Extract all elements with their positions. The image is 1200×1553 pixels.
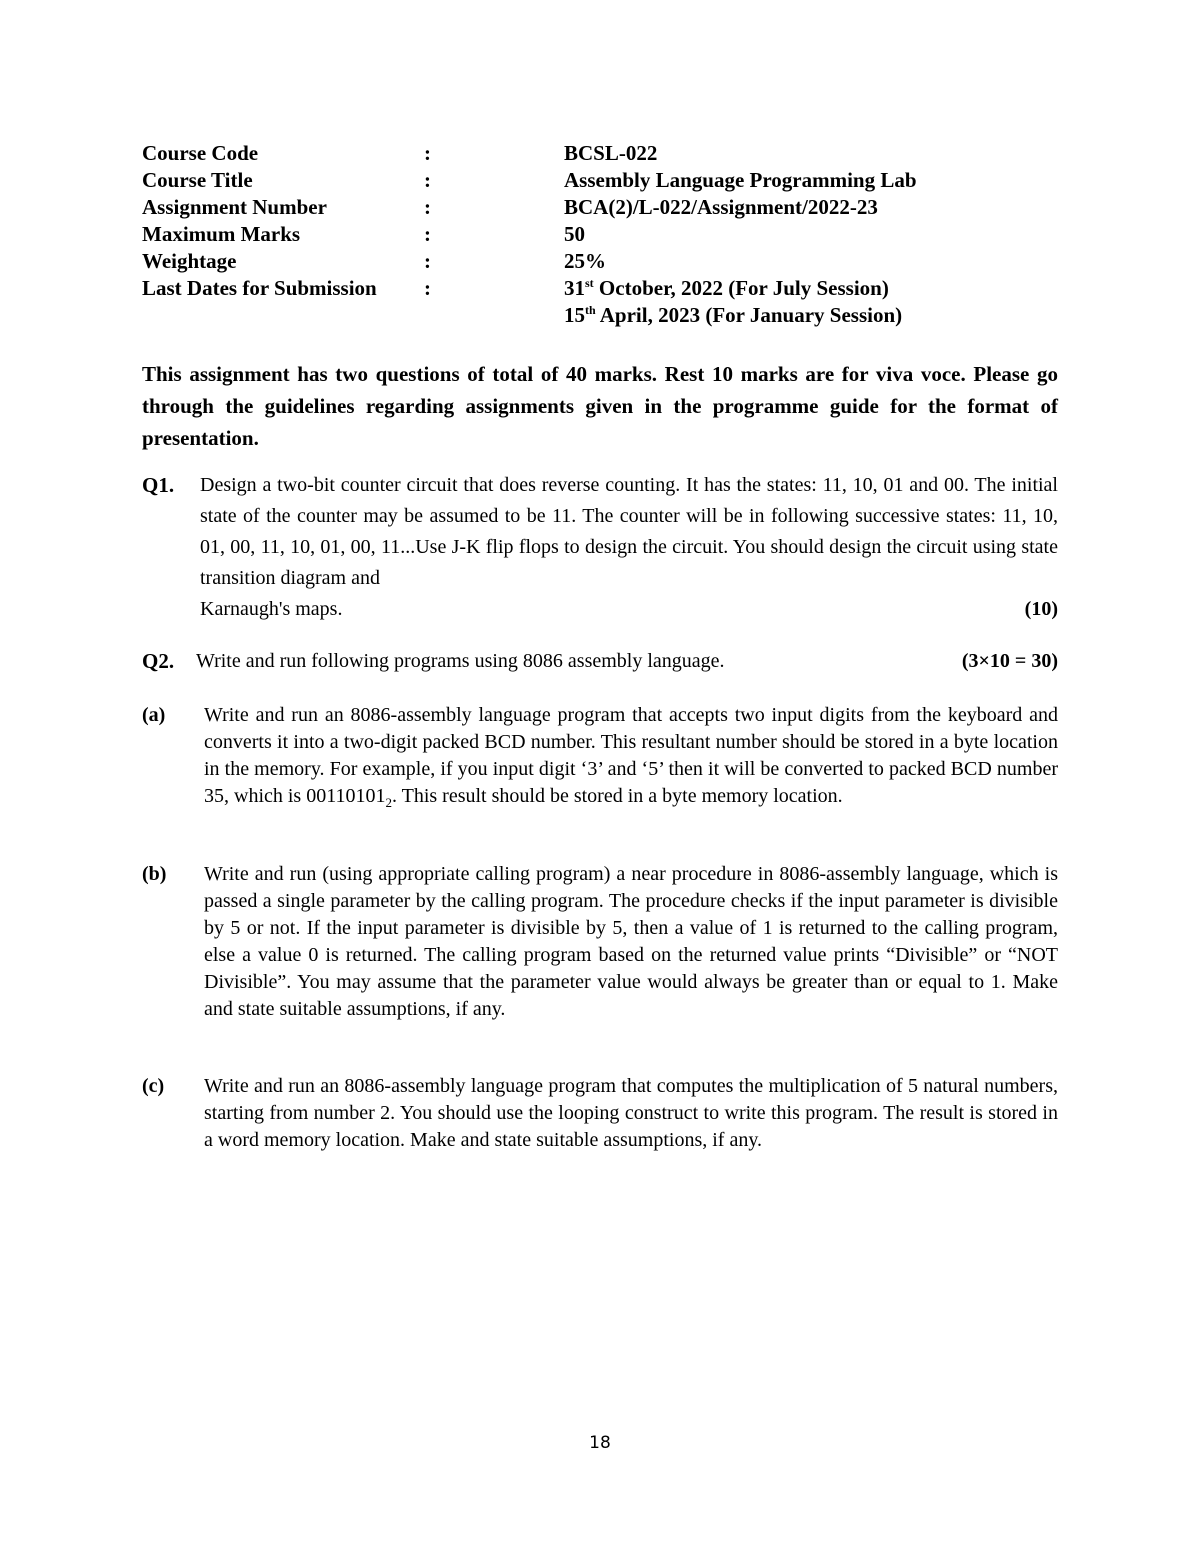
part-label: (c)	[142, 1075, 165, 1097]
header-colon: :	[424, 168, 431, 192]
header-colon: :	[424, 141, 431, 165]
header-label: Course Code	[142, 141, 259, 165]
question-body: Design a two-bit counter circuit that does reverse counting. It has the states: 11, 10, 01 and 00. The initial state of the counter may be assumed to be 11. The counter will be in following successive states: 11, 10, 01, 00, 11, 10, 01, 00, 11...Use J-K flip flops to design the circuit. You should design the circuit using state transition diagram and	[200, 474, 1058, 589]
header-row-maximum-marks	[142, 221, 1042, 248]
header-label: Maximum Marks	[142, 222, 301, 246]
question-last-line	[200, 594, 1058, 625]
header-value: BCSL-022	[564, 141, 658, 165]
header-colon: :	[424, 249, 431, 273]
header-row-last-dates	[142, 275, 1042, 302]
date-rest: October, 2022 (For July Session)	[593, 276, 889, 300]
part-text: Write and run an 8086-assembly language program that computes the multiplication of 5 natural numbers, starting from number 2. You should use the looping construct to write this program. The result is stored in a word memory location. Make and state suitable assumptions, if any.	[204, 1075, 1058, 1151]
date-day: 31	[564, 276, 585, 300]
header-value: 25%	[564, 249, 606, 273]
assignment-instructions: This assignment has two questions of total of 40 marks. Rest 10 marks are for viva voce. Please go through the guidelines regarding assignments given in the programme guide for the format of presentation.	[142, 362, 1058, 450]
assignment-header-table	[142, 140, 1042, 329]
part-label: (b)	[142, 863, 167, 885]
header-value: BCA(2)/L-022/Assignment/2022-23	[564, 195, 878, 219]
date-rest: April, 2023 (For January Session)	[595, 303, 903, 327]
submission-date-january	[564, 302, 902, 329]
page-number: 18	[589, 1433, 611, 1453]
date-day: 15	[564, 303, 585, 327]
header-colon: :	[424, 222, 431, 246]
question-label: Q2.	[142, 649, 175, 673]
header-colon: :	[424, 276, 431, 300]
header-row-last-dates-2	[142, 302, 1042, 329]
question-marks: (3×10 = 30)	[961, 650, 1058, 672]
header-label: Last Dates for Submission	[142, 276, 377, 300]
header-value: 50	[564, 222, 585, 246]
header-row-weightage	[142, 248, 1042, 275]
part-body: Write and run an 8086-assembly language program that accepts two input digits from the keyboard and converts it into a two-digit packed BCD number. This resultant number should be stored in a byte location in the memory. For example, if you input digit ‘3’ and ‘5’ then it will be converted to packed BCD number 35, which is 00110101	[204, 704, 1058, 807]
question-text	[200, 470, 1058, 625]
question-marks: (10)	[1024, 598, 1058, 620]
date-suffix: th	[585, 303, 596, 317]
header-row-course-title	[142, 167, 1042, 194]
header-value: Assembly Language Programming Lab	[564, 168, 917, 192]
question-label: Q1.	[142, 473, 175, 497]
part-text: Write and run (using appropriate calling program) a near procedure in 8086-assembly language, which is passed a single parameter by the calling program. The procedure checks if the input parameter is divisible by 5 or not. If the input parameter is divisible by 5, then a value of 1 is returned to the calling program, else a value 0 is returned. The calling program based on the returned value prints “Divisible” or “NOT Divisible”. You may assume that the parameter value would always be greater than or equal to 1. Make and state suitable assumptions, if any.	[204, 863, 1058, 1020]
part-label: (a)	[142, 704, 166, 726]
submission-date-july	[564, 275, 889, 302]
binary-subscript: 2	[385, 795, 392, 810]
question-body-end: Karnaugh's maps.	[200, 598, 343, 620]
header-row-course-code	[142, 140, 1042, 167]
header-label: Weightage	[142, 249, 237, 273]
question-2	[142, 645, 1058, 677]
part-body-end: . This result should be stored in a byte memory location.	[391, 785, 843, 807]
header-label: Course Title	[142, 168, 253, 192]
header-row-assignment-number	[142, 194, 1042, 221]
header-label: Assignment Number	[142, 195, 327, 219]
question-text	[196, 645, 1058, 677]
header-colon: :	[424, 195, 431, 219]
question-1	[142, 470, 1058, 630]
date-suffix: st	[585, 276, 594, 290]
question-body: Write and run following programs using 8086 assembly language.	[196, 650, 725, 672]
part-text	[204, 702, 1058, 816]
